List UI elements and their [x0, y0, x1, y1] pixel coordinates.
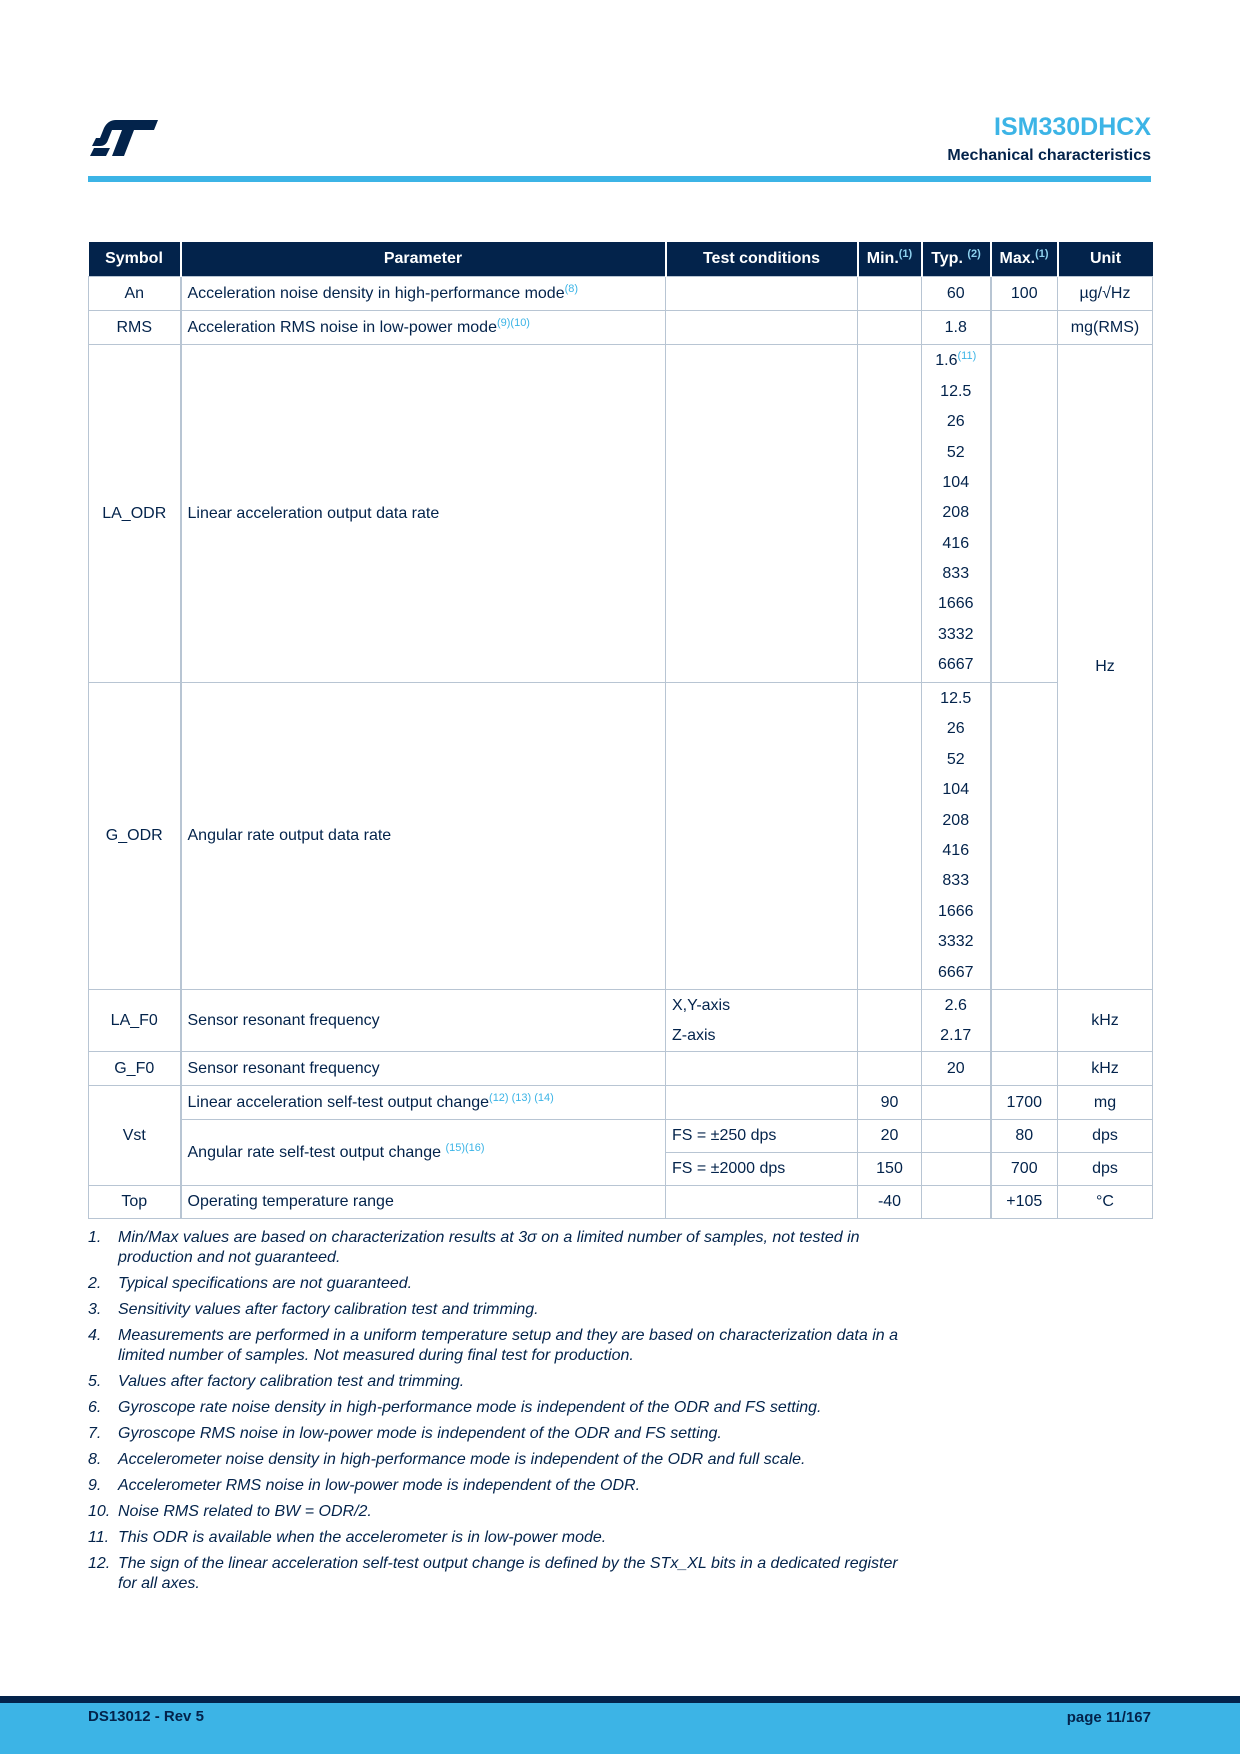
footnote-number: 8. — [88, 1451, 102, 1468]
parameter-cell — [181, 1086, 666, 1120]
odr-value: 833 — [942, 872, 970, 890]
st-logo — [88, 116, 160, 160]
min-cell: 90 — [858, 1086, 922, 1120]
min-cell — [858, 345, 922, 683]
conditions-cell — [666, 1052, 858, 1086]
footnote-text: Accelerometer RMS noise in low-power mode is independent of the ODR. — [118, 1477, 641, 1494]
typ-cell — [922, 683, 991, 990]
parameter-cell — [181, 311, 666, 345]
table-row — [89, 311, 1153, 345]
table-row — [89, 1052, 1153, 1086]
footnote-ref: (1) — [898, 248, 913, 260]
parameter-cell: Operating temperature range — [181, 1186, 666, 1219]
footnote-ref: (8) — [564, 282, 579, 295]
footnote-number: 12. — [88, 1555, 111, 1572]
unit-cell: kHz — [1058, 990, 1153, 1052]
footnote-text: Values after factory calibration test and trimming. — [118, 1373, 465, 1390]
header-typ — [922, 242, 991, 277]
la-odr-values — [922, 346, 990, 680]
odr-value: 6667 — [937, 656, 974, 674]
min-cell: 150 — [858, 1153, 922, 1186]
unit-cell: Hz — [1058, 345, 1153, 990]
header-unit: Unit — [1058, 242, 1153, 277]
max-cell: 80 — [991, 1120, 1058, 1153]
footnote-text: The sign of the linear acceleration self-test output change is defined by the STx_XL bits in a dedicated register for all axes. — [118, 1555, 898, 1592]
footnote-ref: (11) — [957, 350, 977, 363]
unit-cell: mg(RMS) — [1058, 311, 1153, 345]
parameter-cell: Linear acceleration output data rate — [181, 345, 666, 683]
footnote-number: 11. — [88, 1529, 110, 1546]
footnote-text: Measurements are performed in a uniform temperature setup and they are based on characterization data in a limited number of samples. Not measured during final test for production. — [118, 1327, 898, 1364]
min-cell — [858, 683, 922, 990]
unit-cell: °C — [1058, 1186, 1153, 1219]
condition-xy: X,Y-axis — [672, 996, 731, 1014]
typ-cell: 20 — [922, 1052, 991, 1086]
footnote-text: Accelerometer noise density in high-performance mode is independent of the ODR and full scale. — [118, 1451, 806, 1468]
unit-cell: µg/√Hz — [1058, 277, 1153, 311]
footnote-number: 10. — [88, 1503, 111, 1520]
header-typ-label: Typ. — [931, 250, 963, 267]
odr-value: 208 — [942, 504, 970, 522]
odr-value: 3332 — [937, 933, 974, 951]
parameter-cell — [181, 1120, 666, 1186]
min-cell — [858, 311, 922, 345]
header-max — [991, 242, 1058, 277]
footnote-number: 5. — [88, 1373, 102, 1390]
footnote-text: Noise RMS related to BW = ODR/2. — [118, 1503, 372, 1520]
odr-value: 208 — [942, 811, 970, 829]
min-cell — [858, 1052, 922, 1086]
symbol-cell: G_F0 — [89, 1052, 181, 1086]
footnote — [88, 1372, 918, 1392]
footnote — [88, 1528, 918, 1548]
symbol-cell: G_ODR — [89, 683, 181, 990]
footnote-ref: (9)(10) — [496, 316, 530, 329]
footnotes-list — [88, 1228, 918, 1600]
parameter-cell: Angular rate output data rate — [181, 683, 666, 990]
table-header-row — [89, 242, 1153, 277]
typ-cell — [922, 1153, 991, 1186]
footnote-ref: (15)(16) — [445, 1141, 485, 1154]
footnote-ref: (12) (13) (14) — [489, 1091, 554, 1104]
symbol-cell: Top — [89, 1186, 181, 1219]
odr-value: 26 — [946, 413, 965, 431]
typ-cell — [922, 1086, 991, 1120]
document-id: DS13012 - Rev 5 — [88, 1708, 204, 1725]
footer-rule — [0, 1696, 1240, 1703]
symbol-cell: LA_F0 — [89, 990, 181, 1052]
footnote — [88, 1476, 918, 1496]
conditions-cell: FS = ±250 dps — [666, 1120, 858, 1153]
odr-value: 1666 — [937, 902, 974, 920]
max-cell: 100 — [991, 277, 1058, 311]
footnote-ref: (2) — [967, 248, 981, 260]
footnote — [88, 1424, 918, 1444]
odr-value — [922, 346, 990, 376]
typ-xy: 2.6 — [944, 996, 967, 1014]
footnote-number: 9. — [88, 1477, 102, 1494]
footnote — [88, 1502, 918, 1522]
header-symbol: Symbol — [89, 242, 181, 277]
footnote-text: Gyroscope RMS noise in low-power mode is independent of the ODR and FS setting. — [118, 1425, 722, 1442]
parameter-cell: Sensor resonant frequency — [181, 1052, 666, 1086]
condition-z: Z-axis — [672, 1026, 716, 1044]
footnote — [88, 1554, 918, 1594]
max-cell — [991, 683, 1058, 990]
odr-value: 104 — [942, 473, 970, 491]
footnote — [88, 1450, 918, 1470]
table-row — [89, 1120, 1153, 1153]
typ-cell — [922, 1120, 991, 1153]
symbol-cell: RMS — [89, 311, 181, 345]
table-row — [89, 345, 1153, 683]
section-title: Mechanical characteristics — [947, 147, 1151, 164]
spec-table — [88, 242, 1153, 1219]
footnote-number: 1. — [88, 1229, 102, 1246]
typ-z: 2.17 — [940, 1026, 972, 1044]
header-test-conditions: Test conditions — [666, 242, 858, 277]
table-row — [89, 1186, 1153, 1219]
unit-cell: dps — [1058, 1120, 1153, 1153]
min-cell: -40 — [858, 1186, 922, 1219]
footnote-number: 4. — [88, 1327, 102, 1344]
table-row — [89, 1086, 1153, 1120]
symbol-cell: Vst — [89, 1086, 181, 1186]
odr-value: 12.5 — [940, 690, 972, 708]
footnote — [88, 1274, 918, 1294]
conditions-cell — [666, 345, 858, 683]
symbol-cell: An — [89, 277, 181, 311]
odr-value: 12.5 — [940, 382, 972, 400]
page-number: page 11/167 — [1066, 1709, 1151, 1726]
header-min — [858, 242, 922, 277]
table-row — [89, 683, 1153, 990]
min-cell — [858, 277, 922, 311]
min-cell: 20 — [858, 1120, 922, 1153]
parameter-text: Acceleration RMS noise in low-power mode — [187, 318, 497, 336]
conditions-cell — [666, 311, 858, 345]
table-row — [89, 277, 1153, 311]
symbol-cell: LA_ODR — [89, 345, 181, 683]
footnote — [88, 1398, 918, 1418]
parameter-text: Linear acceleration self-test output change — [187, 1093, 490, 1111]
table-row — [89, 990, 1153, 1052]
max-cell — [991, 311, 1058, 345]
odr-value: 833 — [942, 565, 970, 583]
footnote-ref: (1) — [1035, 248, 1049, 260]
unit-cell: dps — [1058, 1153, 1153, 1186]
max-cell — [991, 345, 1058, 683]
conditions-cell — [666, 683, 858, 990]
typ-cell: 1.8 — [922, 311, 991, 345]
parameter-text: Angular rate self-test output change — [187, 1143, 441, 1161]
header-max-label: Max. — [999, 250, 1036, 267]
max-cell — [991, 1052, 1058, 1086]
parameter-cell: Sensor resonant frequency — [181, 990, 666, 1052]
conditions-cell — [666, 1086, 858, 1120]
parameter-text: Acceleration noise density in high-performance mode — [187, 284, 565, 302]
footnote-text: Sensitivity values after factory calibration test and trimming. — [118, 1301, 539, 1318]
footnote-number: 7. — [88, 1425, 102, 1442]
header-min-label: Min. — [866, 250, 899, 267]
footnote-number: 3. — [88, 1301, 102, 1318]
max-cell: +105 — [991, 1186, 1058, 1219]
odr-value: 52 — [946, 443, 965, 461]
typ-cell — [922, 990, 991, 1052]
conditions-cell: FS = ±2000 dps — [666, 1153, 858, 1186]
footnote — [88, 1326, 918, 1366]
document-title: ISM330DHCX — [994, 113, 1151, 141]
footnote-text: Min/Max values are based on characterization results at 3σ on a limited number of samples, not tested in production and not guaranteed. — [118, 1229, 860, 1266]
unit-cell: kHz — [1058, 1052, 1153, 1086]
typ-cell — [922, 345, 991, 683]
g-odr-values — [922, 684, 990, 988]
odr-value-text: 1.6 — [935, 352, 958, 370]
conditions-cell — [666, 277, 858, 311]
conditions-cell — [666, 1186, 858, 1219]
parameter-cell — [181, 277, 666, 311]
odr-value: 416 — [942, 842, 970, 859]
max-cell: 700 — [991, 1153, 1058, 1186]
footnote — [88, 1228, 918, 1268]
odr-value: 416 — [942, 534, 970, 552]
odr-value: 3332 — [937, 625, 974, 643]
footnote-number: 6. — [88, 1399, 102, 1416]
typ-cell: 60 — [922, 277, 991, 311]
header-parameter: Parameter — [181, 242, 666, 277]
odr-value: 104 — [942, 781, 970, 799]
odr-value: 1666 — [937, 595, 974, 613]
max-cell: 1700 — [991, 1086, 1058, 1120]
footnote-text: Typical specifications are not guaranteed. — [118, 1275, 413, 1292]
unit-cell: mg — [1058, 1086, 1153, 1120]
typ-cell — [922, 1186, 991, 1219]
odr-value: 52 — [946, 750, 965, 768]
footnote-text: Gyroscope rate noise density in high-performance mode is independent of the ODR and FS setting. — [118, 1399, 822, 1416]
max-cell — [991, 990, 1058, 1052]
footnote-text: This ODR is available when the accelerometer is in low-power mode. — [118, 1529, 607, 1546]
footnote — [88, 1300, 918, 1320]
odr-value: 26 — [946, 720, 965, 738]
header-rule — [88, 176, 1151, 182]
min-cell — [858, 990, 922, 1052]
footnote-number: 2. — [88, 1275, 102, 1292]
odr-value: 6667 — [937, 963, 974, 981]
conditions-cell — [666, 990, 858, 1052]
